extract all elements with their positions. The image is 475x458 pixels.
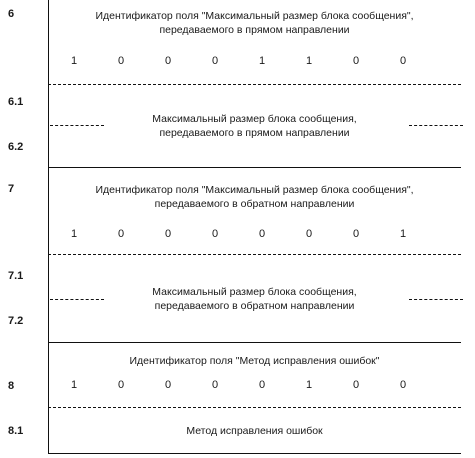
- bit: 1: [305, 55, 313, 67]
- bit: 0: [164, 55, 172, 67]
- bit: 0: [211, 55, 219, 67]
- bit: 0: [211, 379, 219, 391]
- bit: 0: [258, 379, 266, 391]
- bit: 0: [117, 55, 125, 67]
- bit: 0: [164, 228, 172, 240]
- row-label-6-1: 6.1: [8, 96, 24, 108]
- bit: 0: [399, 379, 407, 391]
- bit: 0: [352, 228, 360, 240]
- row-label-7-1: 7.1: [8, 270, 24, 282]
- bit: 0: [352, 55, 360, 67]
- row-label-7-2: 7.2: [8, 315, 24, 327]
- bit: 1: [399, 228, 407, 240]
- bit: 1: [258, 55, 266, 67]
- dashed-divider: [48, 254, 461, 255]
- bit: 0: [211, 228, 219, 240]
- bit: 0: [399, 55, 407, 67]
- bit-row: [48, 228, 461, 242]
- bit: 0: [305, 228, 313, 240]
- bit: 1: [305, 379, 313, 391]
- bit: 1: [70, 228, 78, 240]
- solid-divider: [48, 453, 461, 454]
- row-label-6: 6: [8, 8, 15, 20]
- bit: 1: [70, 55, 78, 67]
- field-identifier-text: Идентификатор поля "Максимальный размер блока сообщения", передаваемого в прямом направлении: [95, 10, 414, 36]
- field-value-text: Максимальный размер блока сообщения, передаваемого в обратном направлении: [152, 286, 357, 312]
- bit: 0: [352, 379, 360, 391]
- row-label-6-2: 6.2: [8, 141, 24, 153]
- bit: 0: [117, 228, 125, 240]
- row-label-8: 8: [8, 380, 15, 392]
- solid-divider: [48, 167, 461, 168]
- bit: 0: [117, 379, 125, 391]
- field-identifier-text: Идентификатор поля "Максимальный размер блока сообщения", передаваемого в обратном направлении: [95, 184, 414, 210]
- bit: 1: [70, 379, 78, 391]
- row-label-8-1: 8.1: [8, 425, 24, 437]
- dashed-divider: [48, 84, 461, 85]
- solid-divider: [48, 342, 461, 343]
- field-value-text: Метод исправления ошибок: [186, 425, 323, 437]
- field-identifier-text: Идентификатор поля "Метод исправления ошибок": [129, 355, 380, 367]
- bit: 0: [258, 228, 266, 240]
- bit-row: [48, 379, 461, 393]
- dashed-divider: [48, 407, 461, 408]
- bit: 0: [164, 379, 172, 391]
- bit-row: [48, 55, 461, 69]
- row-label-7: 7: [8, 183, 15, 195]
- field-value-text: Максимальный размер блока сообщения, передаваемого в прямом направлении: [152, 113, 357, 139]
